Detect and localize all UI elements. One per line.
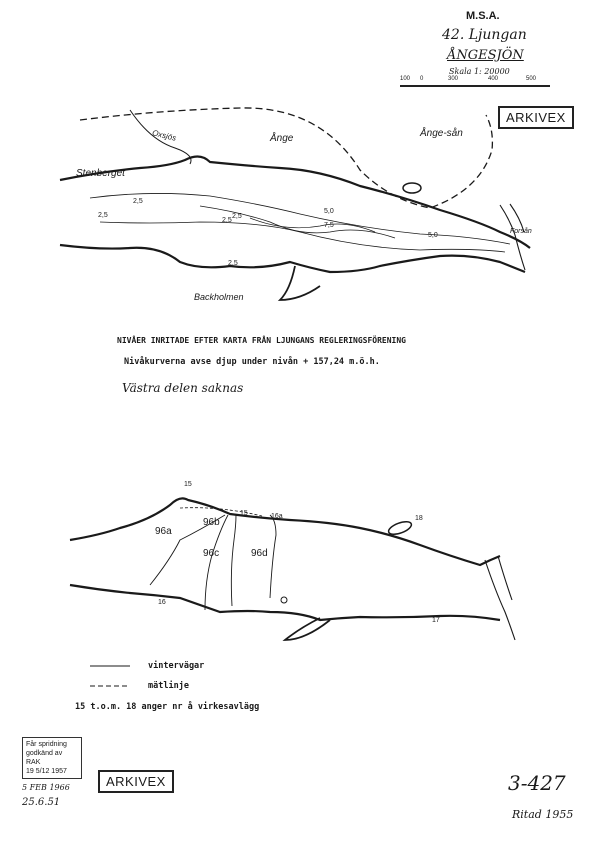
legend-survey-line-label: mätlinje — [148, 681, 189, 691]
footer-date: 25.6.51 — [22, 797, 61, 808]
landing-number: 18 — [415, 515, 423, 522]
approval-line: godkänd av RAK — [26, 750, 63, 766]
depth-label: 2,5 — [222, 217, 232, 224]
drawn-date: Ritad 1955 — [512, 808, 574, 821]
scale-tick: 0 — [420, 76, 424, 82]
landing-number: 15 — [184, 481, 192, 488]
place-label: Oxsjös — [151, 128, 178, 143]
approval-box — [22, 737, 82, 779]
scale-tick: 400 — [488, 76, 499, 82]
arkivex-stamp-top: ARKIVEX — [498, 106, 574, 129]
note-line-2: Nivåkurverna avse djup under nivån + 157,24 m.ö.h. — [124, 357, 380, 367]
scale-tick: 500 — [526, 76, 537, 82]
scale-tick: 300 — [448, 76, 459, 82]
river-title: 42. Ljungan — [442, 27, 527, 43]
map-code: M.S.A. — [466, 10, 500, 22]
landing-number: 16 — [158, 599, 166, 606]
island — [387, 519, 413, 537]
place-label: Forsån — [510, 228, 532, 235]
depth-label: 7,5 — [324, 222, 334, 229]
landing-number: 17 — [432, 617, 440, 624]
legend-note: 15 t.o.m. 18 anger nr å virkesavlägg — [75, 702, 260, 712]
handwritten-note: Västra delen saknas — [122, 381, 244, 395]
survey-line — [231, 515, 236, 606]
lake-title: ÅNGESJÖN — [447, 48, 524, 63]
river — [485, 556, 515, 640]
depth-label: 2,5 — [232, 213, 242, 220]
sheet-number: 3-427 — [508, 771, 566, 795]
survey-line — [205, 515, 228, 610]
depth-label: 2,5 — [228, 260, 238, 267]
depth-label: 5,0 — [324, 208, 334, 215]
area-label: 96d — [251, 548, 268, 559]
approval-line: 19 5/12 1957 — [26, 768, 67, 775]
place-label: Ånge — [270, 133, 294, 144]
depth-label: 2,5 — [98, 212, 108, 219]
legend-winter-roads: vintervägar — [148, 661, 205, 671]
survey-line — [270, 515, 276, 598]
place-label: Stenberget — [76, 168, 125, 179]
arkivex-stamp-bottom: ARKIVEX — [98, 770, 174, 793]
buoy — [281, 597, 287, 603]
scale-text: Skala 1: 20000 — [449, 67, 510, 76]
scale-tick: 100 — [400, 76, 411, 82]
road — [180, 508, 262, 516]
place-label: Ånge-sån — [420, 128, 463, 139]
area-label: 96b — [203, 517, 220, 528]
area-label: 96a — [155, 526, 172, 537]
place-label: Backholmen — [194, 292, 244, 302]
area-label: 96c — [203, 548, 220, 559]
footer-date: 5 FEB 1966 — [22, 783, 70, 792]
peninsula — [285, 618, 330, 640]
north-shore — [70, 498, 500, 565]
landing-number: 15 — [240, 510, 248, 517]
approval-line: Får spridning — [26, 741, 67, 748]
note-line-1: NIVÅER INRITADE EFTER KARTA FRÅN LJUNGANS REGLERINGSFÖRENING — [117, 336, 406, 345]
depth-label: 2,5 — [133, 198, 143, 205]
landing-number: 16a — [271, 513, 283, 520]
depth-label: 5,0 — [428, 232, 438, 239]
